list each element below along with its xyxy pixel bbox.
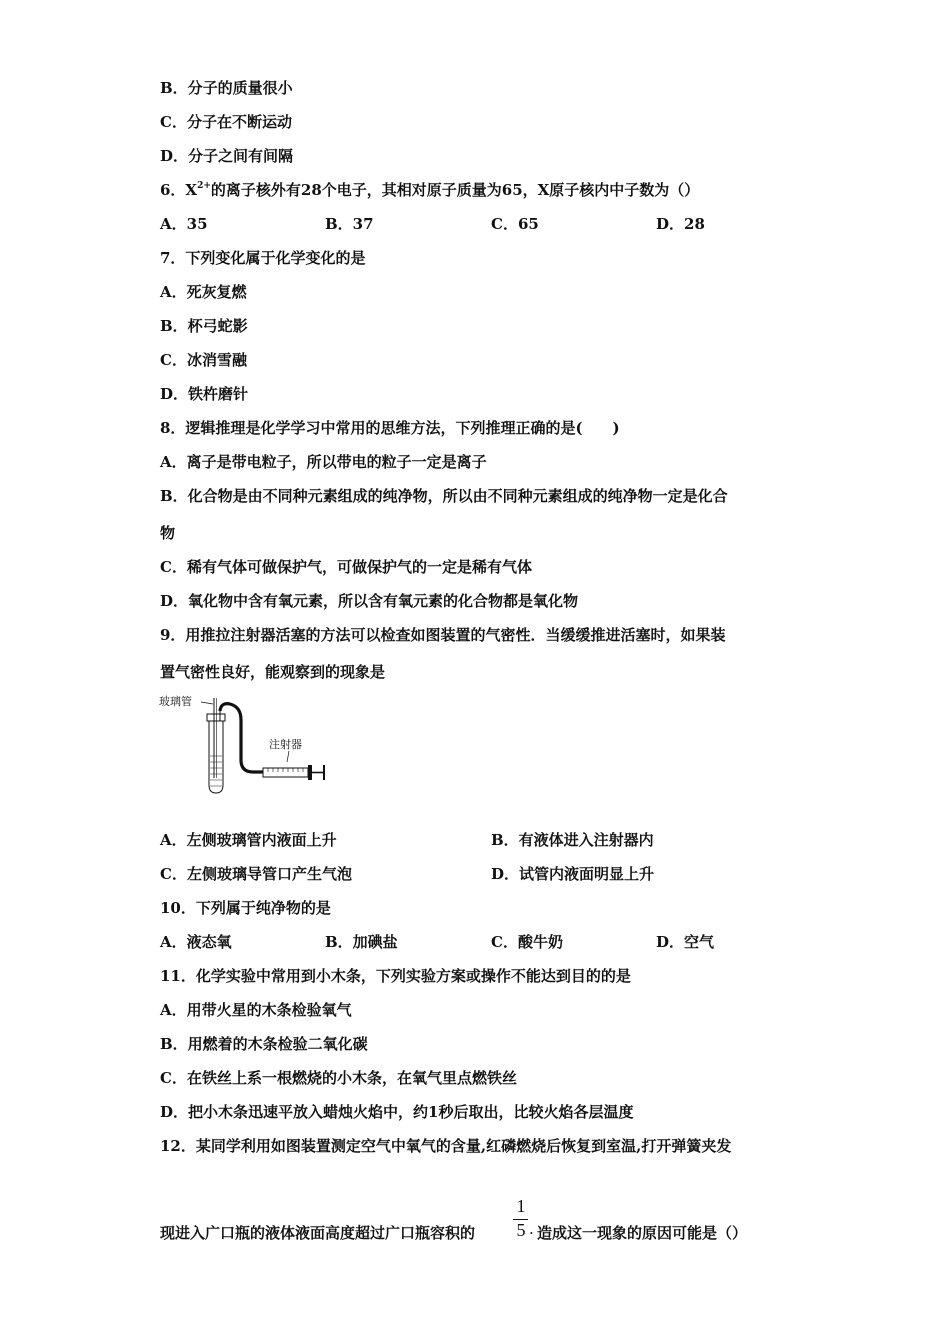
syringe-label: 注射器 [269,738,302,751]
question-12-stem-line1: 12．某同学利用如图装置测定空气中氧气的含量,红磷燃烧后恢复到室温,打开弹簧夹发 [160,1137,732,1155]
rubber-hose [220,704,263,772]
question-10-stem: 10．下列属于纯净物的是 [160,899,331,917]
question-6-prefix: 6．X [160,181,198,199]
question-7-option-c: C．冰消雪融 [160,351,247,369]
fraction-numerator: 1 [516,1196,526,1216]
question-12-stem-line2-part1: 现进入广口瓶的液体液面高度超过广口瓶容积的 [160,1224,476,1242]
question-9-option-d: D．试管内液面明显上升 [491,865,655,883]
question-10-option-b: B．加碘盐 [325,933,398,951]
question-9-stem-line1: 9．用推拉注射器活塞的方法可以检查如图装置的气密性．当缓缓推进活塞时，如果装 [160,626,726,644]
fraction-denominator: 5 [516,1220,526,1240]
ion-charge: 2+ [197,181,211,191]
question-7-option-a: A．死灰复燃 [160,283,247,301]
question-8-option-d: D．氧化物中含有氧元素，所以含有氧元素的化合物都是氧化物 [160,592,579,610]
question-11-option-a: A．用带火星的木条检验氧气 [160,1001,352,1019]
test-tube [209,718,223,793]
question-7-stem: 7．下列变化属于化学变化的是 [160,249,366,267]
question-9-stem-line2: 置气密性良好，能观察到的现象是 [160,663,386,681]
question-6-stem [160,180,699,200]
question-6-option-d: D．28 [656,215,705,233]
question-6-option-c: C．65 [491,215,539,233]
airtightness-apparatus-figure [155,690,335,800]
question-6-option-a: A．35 [160,215,208,233]
question-6-option-b: B．37 [325,215,374,233]
question-10-option-a: A．液态氧 [160,933,232,951]
question-5-option-b: B．分子的质量很小 [160,79,293,97]
syringe-barrel [263,768,308,777]
question-6-rest: 的离子核外有28个电子，其相对原子质量为65，X原子核内中子数为（） [210,181,700,199]
question-12-stem-line2-part2: 造成这一现象的原因可能是（） [537,1224,748,1242]
question-7-option-b: B．杯弓蛇影 [160,317,248,335]
liquid [210,756,222,786]
question-7-option-d: D．铁杵磨针 [160,385,249,403]
glass-tube-label: 玻璃管 [159,695,192,708]
question-11-option-b: B．用燃着的木条检验二氧化碳 [160,1035,368,1053]
question-8-stem: 8．逻辑推理是化学学习中常用的思维方法，下列推理正确的是( ) [160,419,620,437]
stopper [207,714,225,721]
fraction-dot: . [529,1220,534,1238]
question-8-option-c: C．稀有气体可做保护气，可做保护气的一定是稀有气体 [160,558,532,576]
syringe-flange [308,765,312,780]
glass-tube-leader [201,702,213,704]
question-5-option-d: D．分子之间有间隔 [160,147,294,165]
question-9-option-c: C．左侧玻璃导管口产生气泡 [160,865,352,883]
question-11-option-d: D．把小木条迅速平放入蜡烛火焰中，约1秒后取出，比较火焰各层温度 [160,1103,634,1121]
question-9-option-a: A．左侧玻璃管内液面上升 [160,831,337,849]
question-11-stem: 11．化学实验中常用到小木条，下列实验方案或操作不能达到目的的是 [160,967,631,985]
question-8-option-b-line2: 物 [160,524,176,542]
syringe-leader [287,751,289,762]
question-8-option-a: A．离子是带电粒子，所以带电的粒子一定是离子 [160,453,487,471]
question-8-option-b-line1: B．化合物是由不同种元素组成的纯净物，所以由不同种元素组成的纯净物一定是化合 [160,487,728,505]
question-9-option-b: B．有液体进入注射器内 [491,831,654,849]
question-10-option-c: C．酸牛奶 [491,933,563,951]
question-11-option-c: C．在铁丝上系一根燃烧的小木条，在氧气里点燃铁丝 [160,1069,517,1087]
question-10-option-d: D．空气 [656,933,715,951]
question-5-option-c: C．分子在不断运动 [160,113,292,131]
